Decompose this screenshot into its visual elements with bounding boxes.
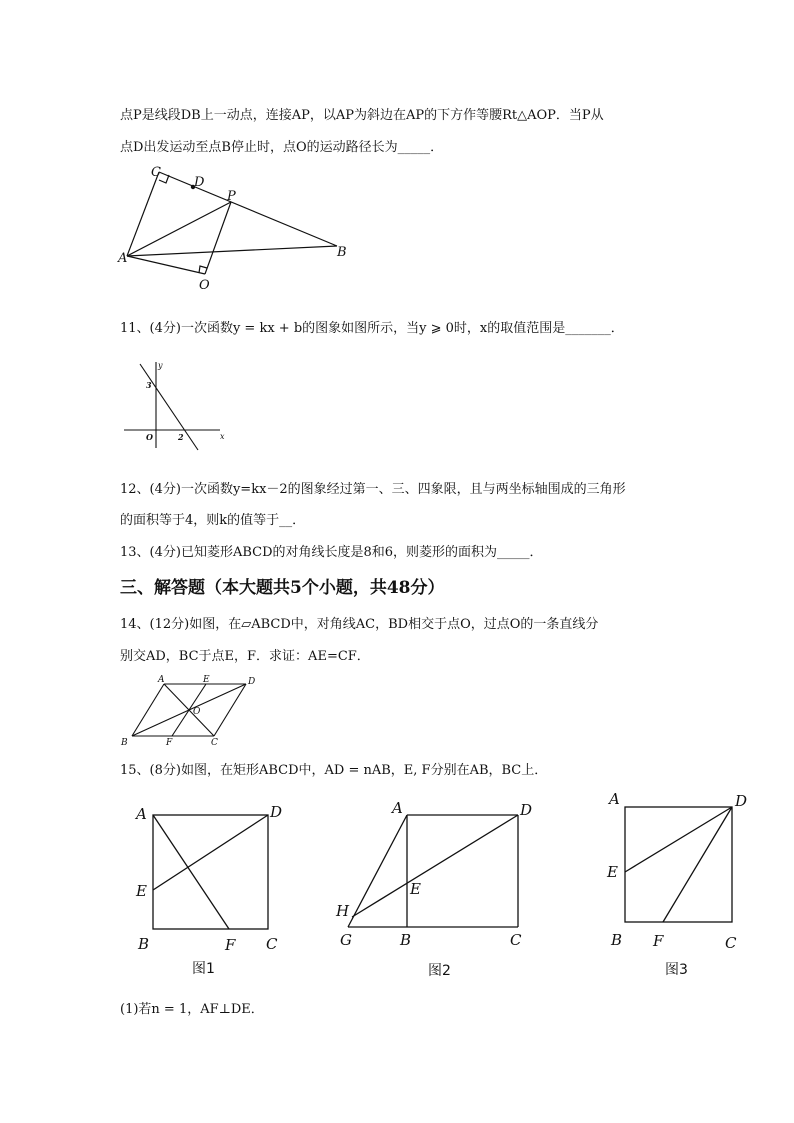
label-p: P (227, 189, 236, 204)
label-a: A (118, 251, 128, 266)
label-b: B (138, 935, 150, 953)
label-b: B (121, 738, 128, 748)
q12-line-1: 12、(4分)一次函数y=kx－2的图象经过第一、三、四象限，且与两坐标轴围成的三角形 (120, 482, 626, 497)
axis-y-label: y (158, 361, 163, 370)
label-d: D (248, 677, 256, 687)
label-b: B (337, 245, 347, 260)
label-c: C (266, 935, 278, 953)
label-f: F (653, 932, 664, 950)
q15-figure-2 (330, 795, 540, 985)
label-b: B (611, 931, 623, 949)
q14-figure (118, 672, 268, 750)
label-a: A (158, 675, 165, 685)
q11-text: 11、(4分)一次函数y = kx + b的图象如图所示，当y ⩾ 0时，x的取值范围是_______． (120, 321, 624, 336)
y-intercept-label: 3 (146, 380, 152, 390)
axis-x-label: x (220, 432, 225, 441)
q15-figure-1 (128, 795, 288, 980)
label-d: D (520, 801, 533, 819)
label-h: H (336, 902, 350, 920)
label-c: C (725, 934, 737, 952)
label-e: E (203, 675, 210, 685)
section-heading: 三、解答题（本大题共5个小题，共48分） (120, 578, 445, 598)
label-g: G (340, 931, 352, 949)
label-b: B (400, 931, 412, 949)
label-a: A (136, 805, 147, 823)
q13-text: 13、(4分)已知菱形ABCD的对角线长度是8和6，则菱形的面积为_____． (120, 545, 543, 560)
q11-graph (120, 358, 230, 453)
label-e: E (136, 882, 147, 900)
label-c: C (211, 738, 218, 748)
q10-figure (115, 162, 355, 297)
label-e: E (607, 863, 618, 881)
figure-1-caption: 图1 (192, 961, 215, 977)
label-d: D (735, 792, 748, 810)
label-c: C (151, 165, 161, 180)
label-a: A (609, 790, 620, 808)
label-e: E (410, 880, 421, 898)
label-f: F (166, 738, 173, 748)
label-o: O (193, 707, 201, 717)
label-d: D (270, 803, 283, 821)
q12-line-2: 的面积等于4，则k的值等于__． (120, 513, 306, 528)
q15-text: 15、(8分)如图，在矩形ABCD中，AD = nAB，E, F分别在AB，BC上． (120, 763, 548, 778)
q14-line-2: 别交AD，BC于点E，F．求证：AE=CF． (120, 649, 370, 664)
q15-figure-3 (595, 785, 765, 980)
x-intercept-label: 2 (178, 432, 184, 442)
label-o: O (199, 278, 210, 293)
origin-label: O (146, 432, 153, 442)
label-f: F (225, 936, 236, 954)
q10-line-1: 点P是线段DB上一动点，连接AP，以AP为斜边在AP的下方作等腰Rt△AOP．当P从 (120, 108, 604, 123)
figure-2-caption: 图2 (428, 963, 451, 979)
label-d: D (194, 175, 205, 190)
label-a: A (392, 799, 403, 817)
label-c: C (510, 931, 522, 949)
q10-line-2: 点D出发运动至点B停止时，点O的运动路径长为_____． (120, 140, 444, 155)
q14-line-1: 14、(12分)如图，在▱ABCD中，对角线AC，BD相交于点O，过点O的一条直线分 (120, 617, 599, 632)
q15-part-1: (1)若n = 1，AF⊥DE． (120, 1002, 264, 1017)
figure-3-caption: 图3 (665, 962, 688, 978)
